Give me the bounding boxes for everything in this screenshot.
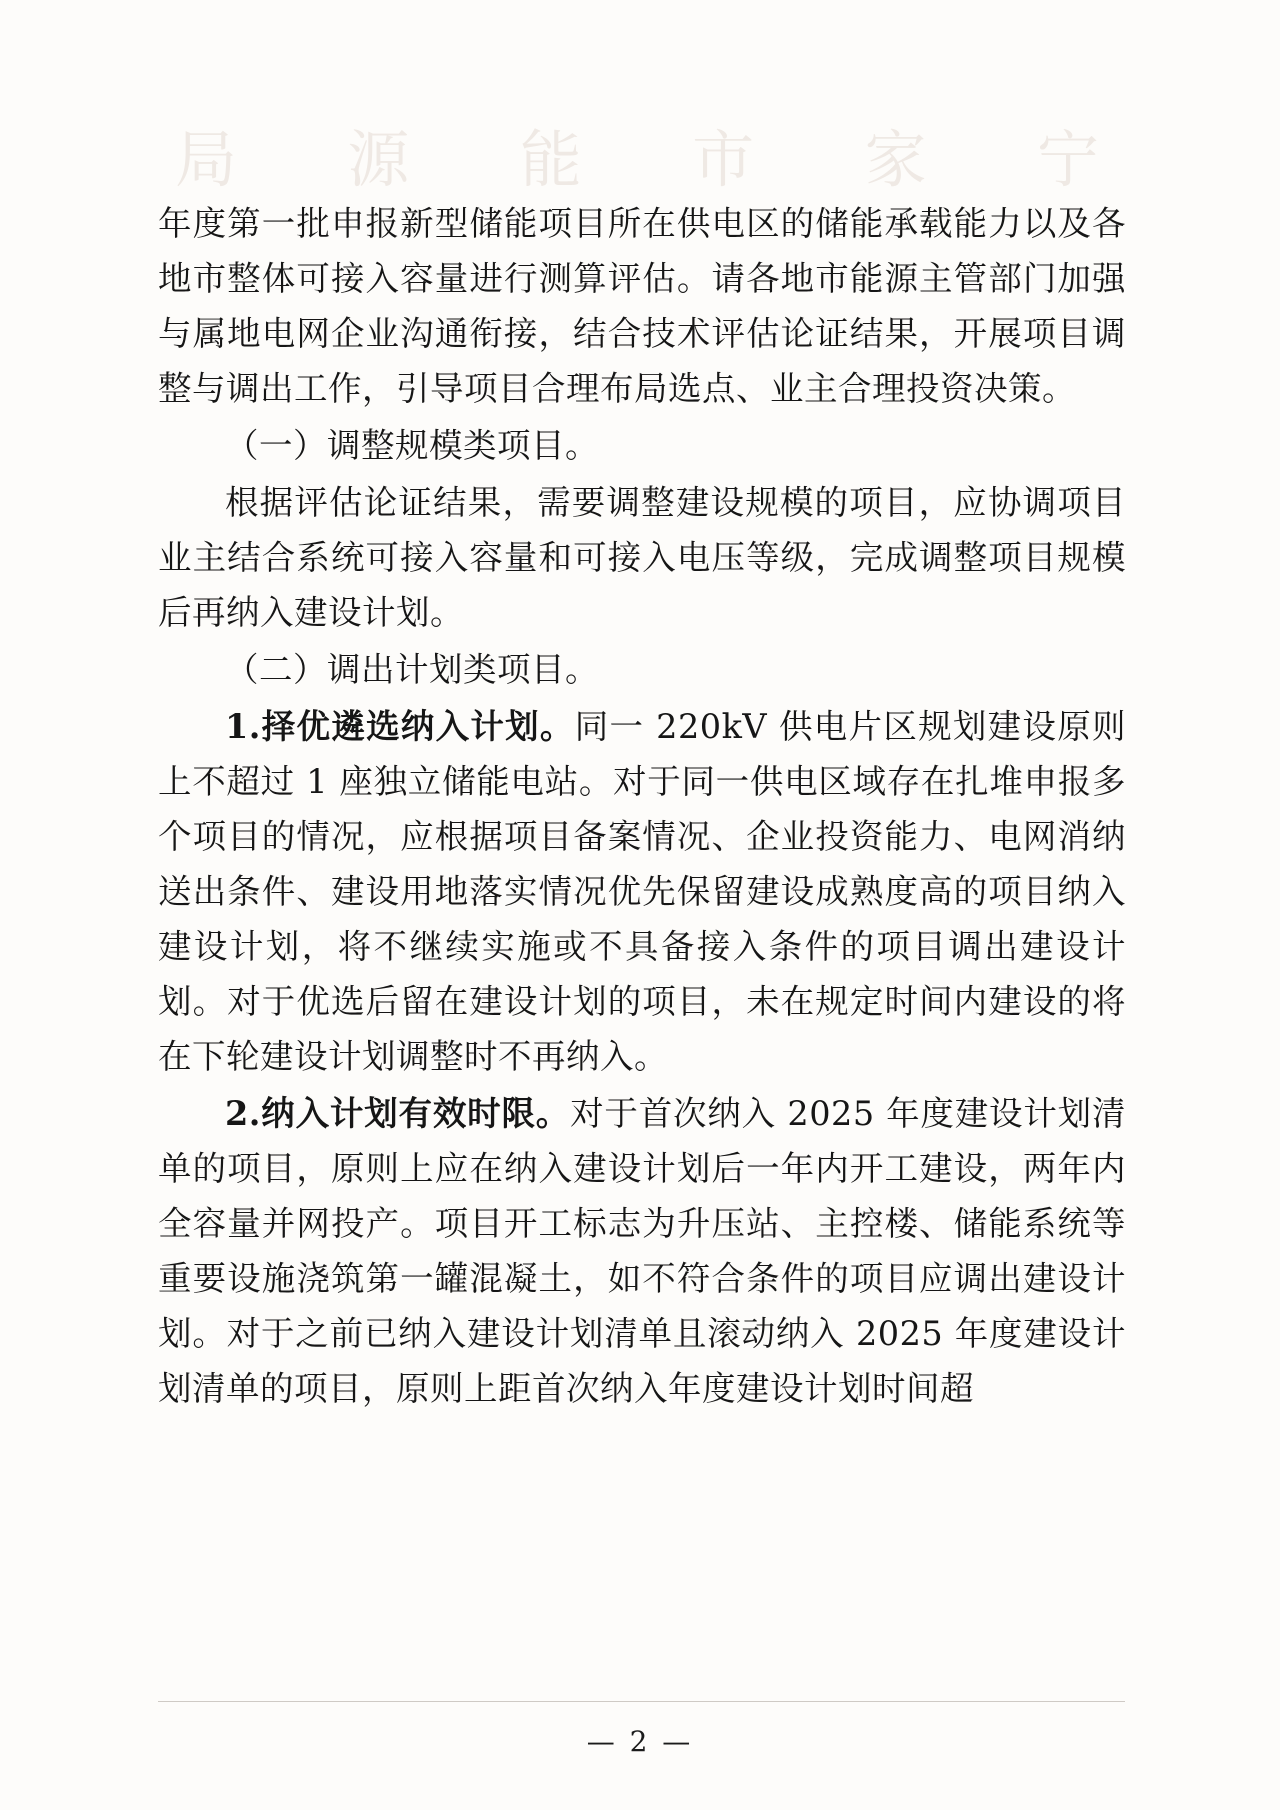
section-heading-1: （一）调整规模类项目。 [225,426,599,465]
paragraph-item-2 [158,1086,1126,1416]
item-2-lead: 2.纳入计划有效时限。 [225,1094,571,1133]
watermark [175,110,1105,199]
paragraph-item-1 [158,699,1126,1084]
item-1-lead: 1.择优遴选纳入计划。 [225,707,575,746]
watermark-char: 源 [347,123,416,196]
item-2-text: 对于首次纳入 2025 年度建设计划清单的项目，原则上应在纳入建设计划后一年内开工建设，两年内全容量并网投产。项目开工标志为升压站、主控楼、储能系统等重要设施浇筑第一罐混凝土，如不符合条件的项目应调出建设计划。对于之前已纳入建设计划清单且滚动纳入 2025 年度建设计划清单的项目，原则上距首次纳入年度建设计划时间超 [158,1094,1126,1408]
watermark-char: 市 [692,123,761,196]
watermark-char: 家 [864,123,933,196]
watermark-char: 能 [519,123,588,196]
document-body [158,196,1126,1418]
page-number: — 2 — [586,1725,694,1758]
watermark-char: 局 [175,123,244,196]
paragraph-continuation: 年度第一批申报新型储能项目所在供电区的储能承载能力以及各地市整体可接入容量进行测算评估。请各地市能源主管部门加强与属地电网企业沟通衔接，结合技术评估论证结果，开展项目调整与调出工作，引导项目合理布局选点、业主合理投资决策。 [158,204,1126,408]
section-heading-2: （二）调出计划类项目。 [225,650,599,689]
watermark-char: 宁 [1036,123,1105,196]
footer-divider [158,1701,1125,1702]
item-1-text: 同一 220kV 供电片区规划建设原则上不超过 1 座独立储能电站。对于同一供电区域存在扎堆申报多个项目的情况，应根据项目备案情况、企业投资能力、电网消纳送出条件、建设用地落实情况优先保留建设成熟度高的项目纳入建设计划，将不继续实施或不具备接入条件的项目调出建设计划。对于优选后留在建设计划的项目，未在规定时间内建设的将在下轮建设计划调整时不再纳入。 [158,707,1126,1076]
paragraph-adjust-scale: 根据评估论证结果，需要调整建设规模的项目，应协调项目业主结合系统可接入容量和可接入电压等级，完成调整项目规模后再纳入建设计划。 [158,483,1126,632]
